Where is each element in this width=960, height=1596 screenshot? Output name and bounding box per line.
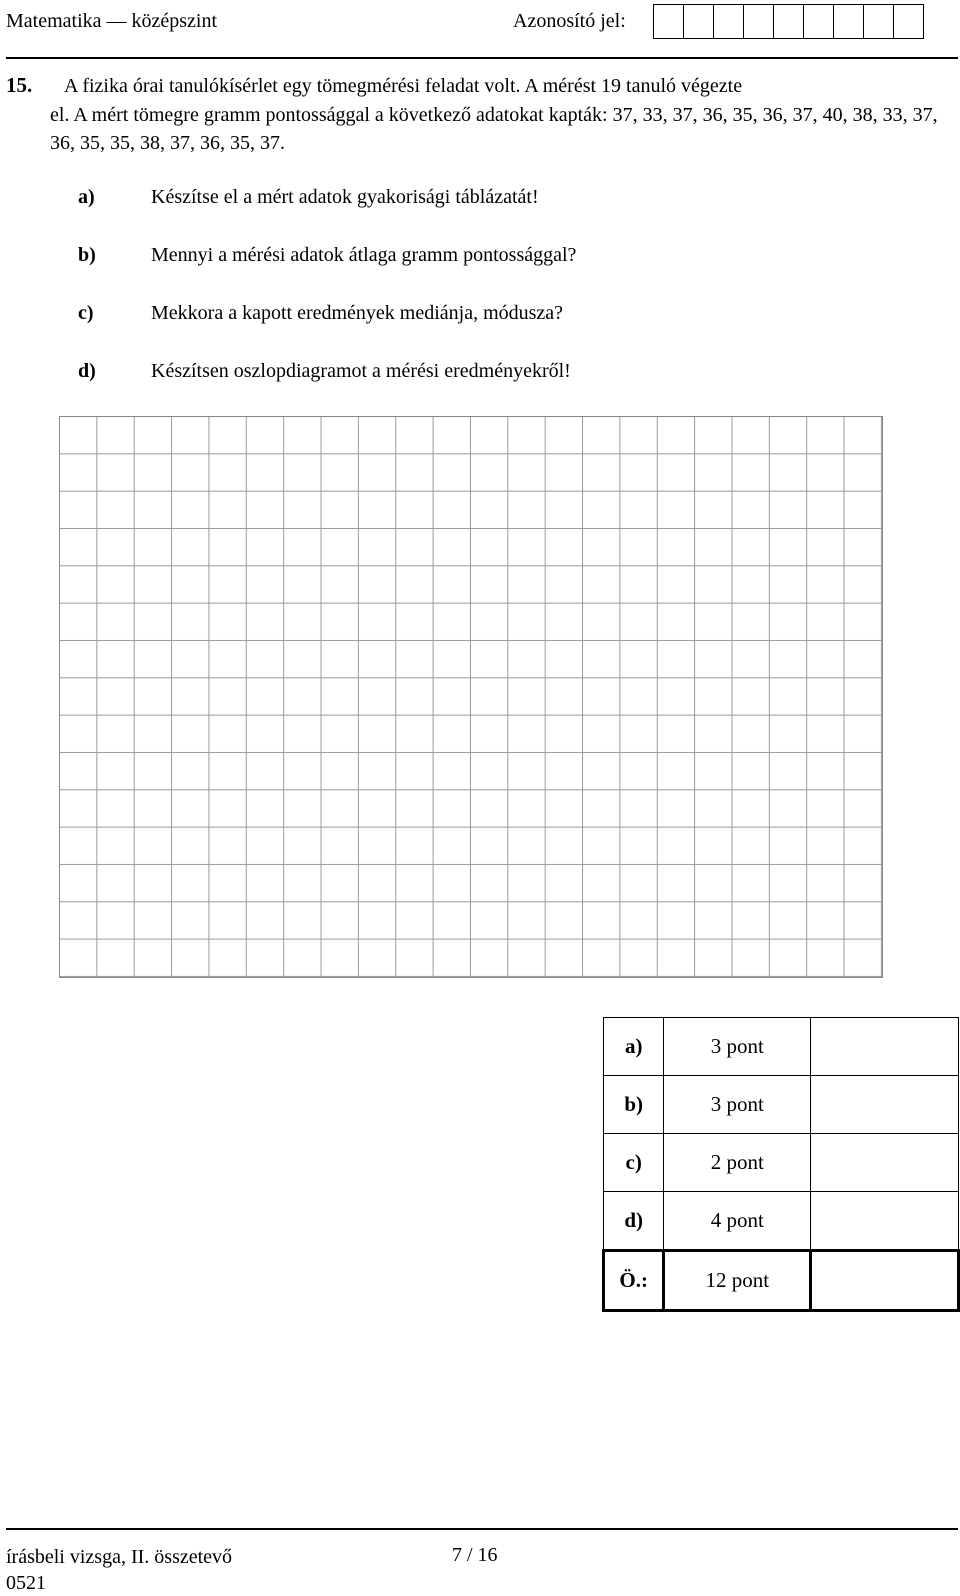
footer-code: 0521 [6,1572,46,1594]
id-box[interactable] [713,4,744,39]
score-entry-cell[interactable] [811,1134,959,1192]
header-subject: Matematika — középszint [6,10,218,32]
score-entry-cell[interactable] [811,1076,959,1134]
score-row-b [604,1076,959,1134]
footer-divider [6,1528,958,1530]
score-row-c [604,1134,959,1192]
id-box[interactable] [803,4,834,39]
score-points: 4 pont [664,1192,811,1251]
question-b-text: Mennyi a mérési adatok átlaga gramm pontossággal? [151,244,577,266]
question-d-text: Készítsen oszlopdiagramot a mérési eredményekről! [151,360,571,382]
id-box[interactable] [773,4,804,39]
id-box[interactable] [653,4,684,39]
question-b-letter: b) [78,244,96,266]
score-row-a [604,1018,959,1076]
task-number: 15. [6,73,33,97]
score-total-points: 12 pont [664,1251,811,1311]
footer-exam: írásbeli vizsga, II. összetevő [6,1546,233,1568]
task-intro [50,72,950,158]
score-part: d) [604,1192,664,1251]
id-box[interactable] [893,4,924,39]
score-row-d [604,1192,959,1251]
score-part: a) [604,1018,664,1076]
score-row-total [604,1251,959,1311]
score-part: c) [604,1134,664,1192]
score-total-entry-cell[interactable] [811,1251,959,1311]
header-divider [6,57,958,59]
page-number: 7 / 16 [452,1544,498,1566]
question-c-text: Mekkora a kapott eredmények mediánja, módusza? [151,302,564,324]
score-entry-cell[interactable] [811,1192,959,1251]
score-points: 2 pont [664,1134,811,1192]
id-box[interactable] [743,4,774,39]
question-a-letter: a) [78,186,95,208]
task-intro-rest: el. A mért tömegre gramm pontossággal a következő adatokat kapták: 37, 33, 37, 36, 35, 36, 37, 40, 38, 33, 37, 36, 35, 35, 38, 37, 36, 35, 37. [50,103,938,154]
score-table [602,1017,960,1312]
question-c-letter: c) [78,302,94,324]
footer-info [6,1544,232,1596]
score-entry-cell[interactable] [811,1018,959,1076]
id-label: Azonosító jel: [513,10,626,32]
question-d-letter: d) [78,360,96,382]
score-points: 3 pont [664,1076,811,1134]
id-box[interactable] [683,4,714,39]
id-box[interactable] [833,4,864,39]
id-box[interactable] [863,4,894,39]
score-points: 3 pont [664,1018,811,1076]
score-total-label: Ö.: [604,1251,664,1311]
task-intro-line1: A fizika órai tanulókísérlet egy tömegmérési feladat volt. A mérést 19 tanuló végezte [64,75,743,97]
id-box-row [654,4,924,40]
score-part: b) [604,1076,664,1134]
question-a-text: Készítse el a mért adatok gyakorisági táblázatát! [151,186,539,208]
answer-grid[interactable] [59,416,883,978]
